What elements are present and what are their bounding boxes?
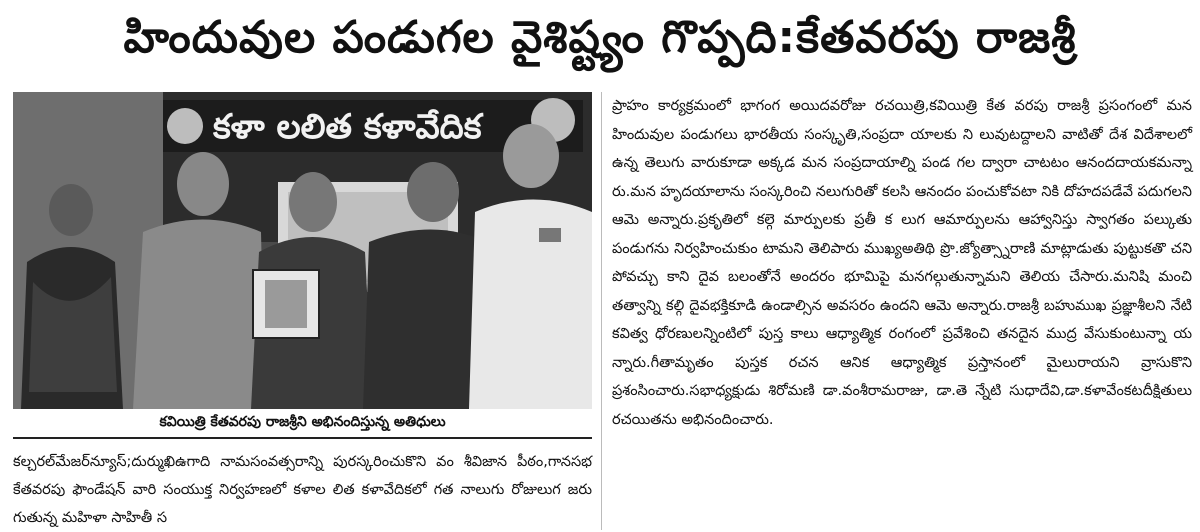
article-column-left — [13, 448, 592, 532]
article-paragraph: కల్చరల్‌మేజర్‌న్యూస్‌;దుర్ముఖిఉగాది నామసంవత్సరాన్ని పురస్కరించుకొని వం శీవిజాన పీఠం,గానసభ కేతవరపు ఫౌండేషన్‌ వారి సంయుక్త నిర్వహణలో కళాల లిత కళావేదికలో గత నాలుగు రోజులుగ జరు గుతున్న మహిళా సాహితీ స — [13, 454, 592, 526]
photo-caption: కవియిత్రి కేతవరపు రాజశ్రీని అభినందిస్తున్న అతిధులు — [13, 409, 592, 439]
headline: హిందువుల పండుగల వైశిష్ట్యం గొప్పది:కేతవరపు రాజశ్రీ — [123, 12, 1077, 63]
article-photo — [13, 92, 592, 409]
article-column-right — [612, 92, 1192, 434]
article-paragraph: ప్రాహం కార్యక్రమంలో భాగంగ అయిదవరోజు రచయిత్రి,కవియిత్రి కేత వరపు రాజశ్రీ ప్రసంగంలో మన హిందువుల పండుగలు భారతీయ సంస్కృతి,సంప్రదా యాలకు ని లువుటద్దాలని వాటితో దేశ విదేశాలలో ఉన్న తెలుగు వారుకూడా అక్కడ మన సంప్రదాయాల్ని పండ గల ద్వారా చాటటం ఆనందదాయకమన్నా రు.మన హృదయాలాను సంస్కరించి నలుగురితో కలసి ఆనందం పంచుకోవటా నికి దోహదపడేవే పదుగలని ఆమె అన్నారు.ప్రకృతిలో కల్గె మార్పులకు ప్రతీ క లుగ ఆమార్పులను ఆహ్వానిస్తు స్వాగతం పల్కుతు పండుగను నిర్వహించుకుం టామని తెలిపారు ముఖ్యఅతిథి ప్రొ.జ్యోత్స్నారాణి మాట్లాడుతు పుట్టుకతొ చని పోవచ్చు కాని దైవ బలంతోనే అందరం భూమిపై మనగల్గుతున్నామని తెలియ చేసారు.మనిషి మంచి తత్వాన్ని కల్గి దైవభక్తికూడి ఉండాల్సిన అవసరం ఉందని ఆమె అన్నారు.రాజశ్రీ బహుముఖ ప్రజ్ఞాశీలని నేటి కవిత్వ ధోరణులన్నింటిలో పుస్త కాలు ఆధ్యాత్మిక రంగంలో ప్రవేశించి తనదైన ముద్ర వేసుకుంటున్నా య న్నారు.గీతామృతం పుస్తక రచన ఆనిక ఆధ్యాత్మిక ప్రస్తానంలో మైలురాయని వ్రాసుకొని ప్రశంసించారు.సభాధ్యక్షుడు శిరోమణి డా.వంశీరామరాజు, డా.తె న్నేటి సుధాదేవి,డా.కళావేంకటదీక్షితులు రచయితను అభినందించారు. — [612, 98, 1192, 428]
column-divider — [601, 92, 602, 530]
banner-text: కళా లలిత కళావేదిక — [213, 107, 482, 147]
